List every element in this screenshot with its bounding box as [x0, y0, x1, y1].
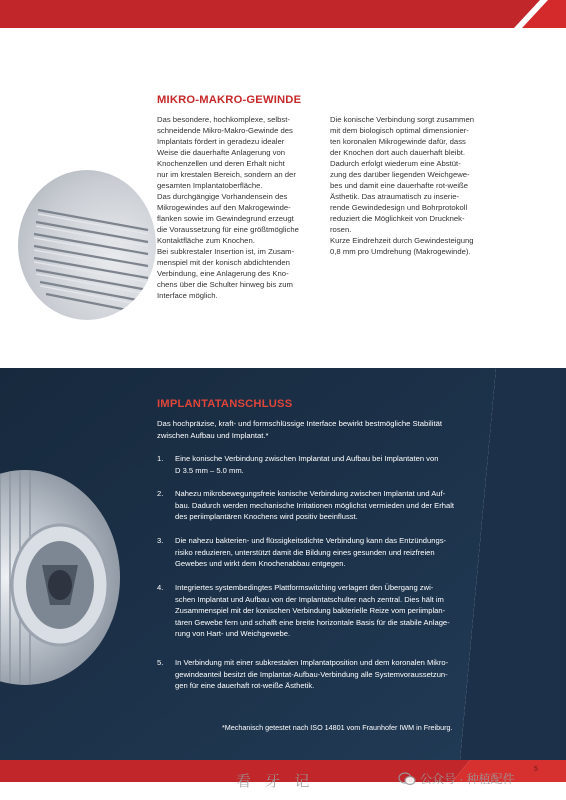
- list-item-text: Die nahezu bakterien- und flüssigkeitsdichte Verbindung kann das Entzündungs- risiko reduzieren, unterstützt damit die Bildung eines gesunden und reizfreien Gewebes und wirkt dem Knochenabbau entgegen.: [175, 536, 447, 569]
- list-item-number: 4.: [157, 583, 164, 592]
- section1-column-2: Die konische Verbindung sorgt zusammen mit dem biologisch optimal dimensionier- ten koronalen Mikrogewinde dafür, dass der Knochen dort auch dauerhaft bleibt. Dadurch erfolgt wiederum eine Abstüt- zung des darüber liegenden Weichgewe- bes und damit eine dauerhafte rot-weiße Ästhetik. Das atraumatisch zu inserie- rende Gewindedesign und Bohrprotokoll reduziert die Möglichkeit von Drucknek- rosen. Kurze Eindrehzeit durch Gewindesteigung 0,8 mm pro Umdrehung (Makrogewinde).: [330, 115, 475, 256]
- list-item-number: 2.: [157, 489, 164, 498]
- list-item-number: 1.: [157, 454, 164, 463]
- section1-column-1: Das besondere, hochkomplexe, selbst- schneidende Mikro-Makro-Gewinde des Implantats fördert in geradezu idealer Weise die dauerhafte Anlagerung von Knochenzellen und deren Erhalt nicht nur im krestalen Bereich, sondern an der gesamten Implantatoberfläche. Das durchgängige Vorhandensein des Mikrogewindes auf den Makrogewinde- flanken sowie im Gewindegrund erzeugt die Voraussetzung für eine größtmögliche Kontaktfläche zum Knochen. Bei subkrestaler Insertion ist, im Zusam- menspiel mit der konisch abdichtenden Verbindung, eine Anlagerung des Kno- chens über die Schulter hinweg bis zum Interface möglich.: [157, 115, 299, 300]
- section-title-mikro-makro: MIKRO-MAKRO-GEWINDE: [157, 94, 302, 106]
- list-item-text: Eine konische Verbindung zwischen Implantat und Aufbau bei Implantaten von D 3.5 mm – 5.0 mm.: [175, 454, 439, 475]
- footnote: *Mechanisch getestet nach ISO 14801 vom Fraunhofer IWM in Freiburg.: [222, 723, 453, 732]
- section2-intro: Das hochpräzise, kraft- und formschlüssige Interface bewirkt bestmögliche Stabilität zwischen Aufbau und Implantat.*: [157, 419, 442, 440]
- list-item-text: In Verbindung mit einer subkrestalen Implantatposition und dem koronalen Mikro- gewindeanteil besitzt die Implantat-Aufbau-Verbindung alle Systemvoraussetzun- gen für eine dauerhaft rot-weiße Ästhetik.: [175, 658, 449, 691]
- list-item-number: 3.: [157, 536, 164, 545]
- section-title-implantatanschluss: IMPLANTATANSCHLUSS: [157, 398, 293, 410]
- page-number: 5: [534, 766, 538, 773]
- top-decorative-band: [0, 0, 566, 28]
- list-item-text: Nahezu mikrobewegungsfreie konische Verbindung zwischen Implantat und Auf- bau. Dadurch werden mechanische Irritationen möglichst vermieden und der Erhalt des periimplantären Knochens wird positiv beeinflusst.: [175, 489, 455, 522]
- list-item-text: Integriertes systembedingtes Plattformswitching verlagert den Übergang zwi- schen Implantat und Aufbau von der Implantatschulter nach zentral. Dies hält im Zusammenspiel mit der konischen Verbindung bakterielle Reize vom periimplan- tären Gewebe fern und schafft eine breite horizontale Basis für die stabile Anlage- rung von Hart- und Weichgewebe.: [175, 583, 450, 639]
- watermark-right-text: 公众号 · 种植配件: [420, 772, 515, 786]
- wechat-icon: [398, 772, 416, 786]
- thread-closeup-image: [18, 170, 156, 320]
- watermark-left: 看 牙 记: [236, 773, 315, 790]
- watermark-right: [398, 770, 515, 787]
- list-item-number: 5.: [157, 658, 164, 667]
